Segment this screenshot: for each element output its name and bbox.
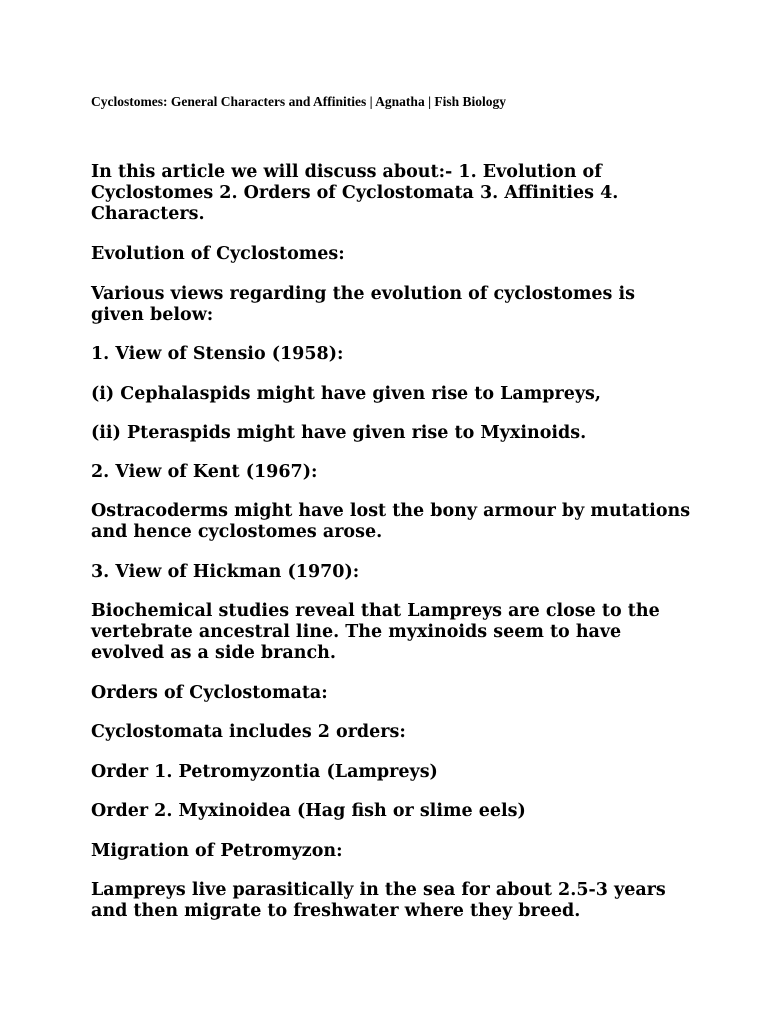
section-heading-orders: Orders of Cyclostomata: — [91, 683, 328, 703]
stensio-point-2: (ii) Pteraspids might have given rise to Myxinoids. — [91, 423, 587, 443]
view-hickman-heading: 3. View of Hickman (1970): — [91, 562, 360, 582]
view-stensio-heading: 1. View of Stensio (1958): — [91, 344, 344, 364]
section-heading-evolution: Evolution of Cyclostomes: — [91, 244, 345, 264]
orders-intro: Cyclostomata includes 2 orders: — [91, 722, 406, 742]
migration-paragraph: Lampreys live parasitically in the sea for about 2.5-3 years and then migrate to freshwater where they breed. — [91, 880, 666, 921]
document-header-title: Cyclostomes: General Characters and Affinities | Agnatha | Fish Biology — [91, 94, 507, 109]
evolution-intro-paragraph: Various views regarding the evolution of cyclostomes is given below: — [91, 284, 635, 325]
view-kent-heading: 2. View of Kent (1967): — [91, 462, 318, 482]
hickman-paragraph: Biochemical studies reveal that Lampreys are close to the vertebrate ancestral line. The myxinoids seem to have evolved as a side branch. — [91, 601, 660, 663]
stensio-point-1: (i) Cephalaspids might have given rise to Lampreys, — [91, 384, 601, 404]
section-heading-migration: Migration of Petromyzon: — [91, 841, 343, 861]
kent-paragraph: Ostracoderms might have lost the bony armour by mutations and hence cyclostomes arose. — [91, 501, 691, 542]
order-1: Order 1. Petromyzontia (Lampreys) — [91, 762, 438, 782]
intro-paragraph: In this article we will discuss about:- 1. Evolution of Cyclostomes 2. Orders of Cyclostomata 3. Affinities 4. Characters. — [91, 162, 619, 224]
order-2: Order 2. Myxinoidea (Hag fish or slime eels) — [91, 801, 526, 821]
